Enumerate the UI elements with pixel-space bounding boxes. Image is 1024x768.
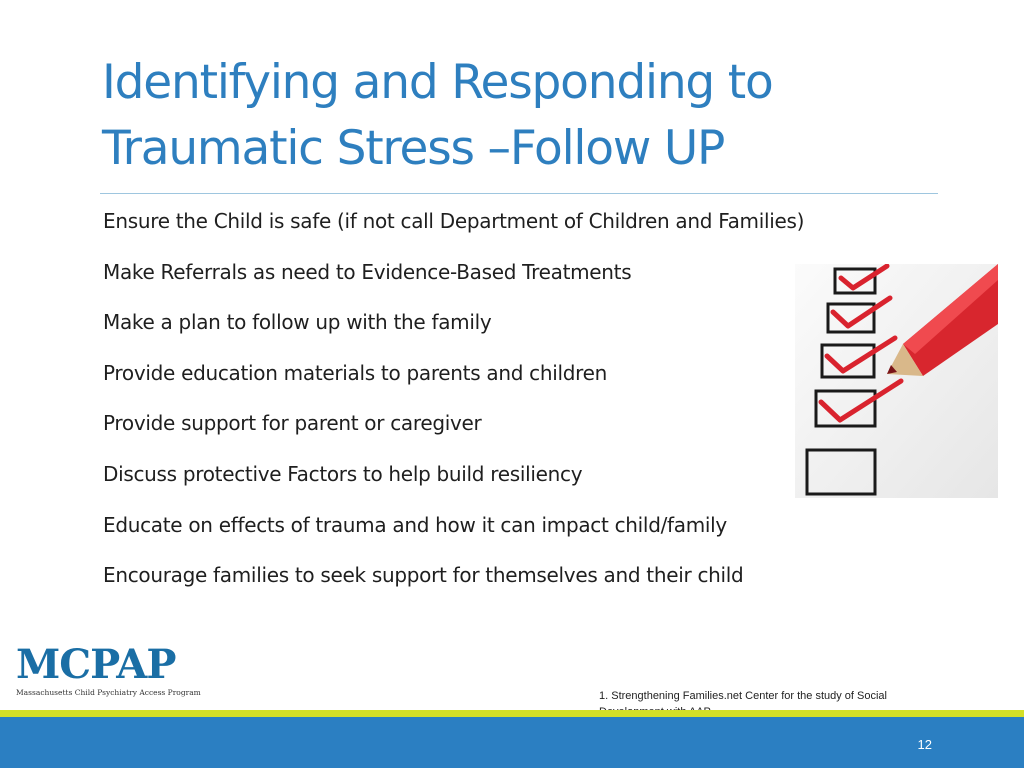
page-number: 12 <box>917 737 932 752</box>
bullet-list <box>103 208 804 613</box>
slide-title <box>102 50 982 182</box>
bullet-item: Make a plan to follow up with the family <box>103 310 492 335</box>
bullet-item: Ensure the Child is safe (if not call Department of Children and Families) <box>103 209 805 233</box>
bullet-item: Educate on effects of trauma and how it can impact child/family <box>103 512 727 537</box>
logo-wordmark: MCPAP <box>16 641 176 688</box>
footer-bar <box>0 717 1024 768</box>
bullet-item: Make Referrals as need to Evidence-Based Treatments <box>103 259 632 284</box>
mcpap-logo <box>16 641 201 700</box>
title-line-1: Identifying and Responding to <box>102 55 773 110</box>
bullet-item: Discuss protective Factors to help build resiliency <box>103 461 583 486</box>
footnote: 1. Strengthening Families.net Center for the study of Social <box>599 690 887 702</box>
logo-subtitle: Massachusetts Child Psychiatry Access Program <box>16 688 201 697</box>
title-line-2: Traumatic Stress –Follow UP <box>102 121 725 176</box>
title-divider <box>100 193 938 194</box>
bullet-item: Encourage families to seek support for themselves and their child <box>103 563 744 588</box>
bullet-item: Provide support for parent or caregiver <box>103 411 482 436</box>
accent-bar <box>0 710 1024 717</box>
bullet-item: Provide education materials to parents and children <box>103 360 608 385</box>
checklist-pencil-icon <box>795 264 998 498</box>
